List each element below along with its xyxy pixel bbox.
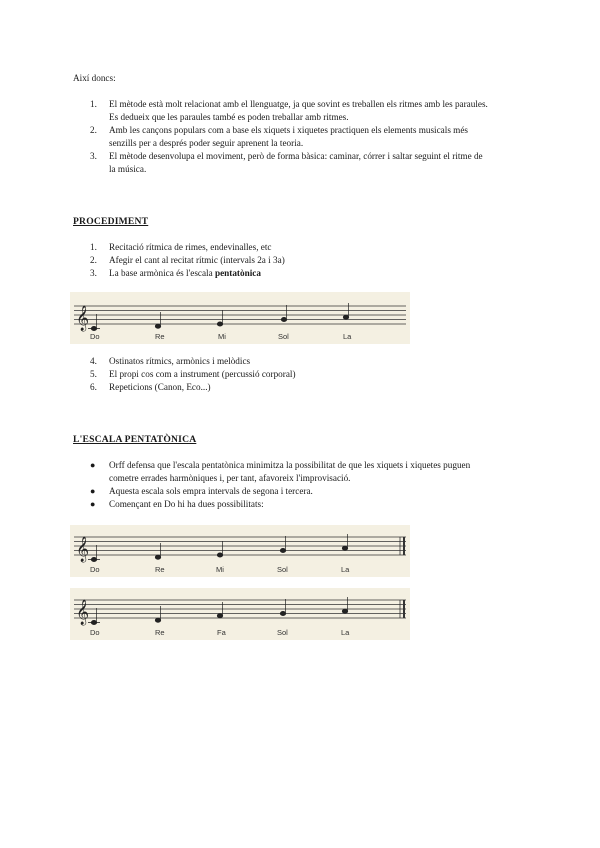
note-re xyxy=(155,324,160,328)
list-item: ● Aquesta escala sols empra intervals de segona i tercera. xyxy=(90,486,313,496)
note-label: Fa xyxy=(217,628,226,637)
note-label: Re xyxy=(155,332,165,341)
procediment-list xyxy=(73,241,543,280)
list-item: ● Orff defensa que l'escala pentatònica minimitza la possibilitat de que les xiquets i xiquetes puguen cometre errades harmòniques i, per tant, afavoreix l'improvisació. xyxy=(90,460,471,483)
note-label: Do xyxy=(90,332,100,341)
list-item: ● Començant en Do hi ha dues possibilitats: xyxy=(90,499,264,509)
note-do xyxy=(91,621,96,625)
list-item: 3. El mètode desenvolupa el moviment, però de forma bàsica: caminar, córrer i saltar seguint el ritme de la música. xyxy=(90,151,483,174)
note-label: Sol xyxy=(277,628,288,637)
note-sol xyxy=(281,318,286,322)
list-item: 5. El propi cos com a instrument (percussió corporal) xyxy=(90,369,296,379)
note-label: Re xyxy=(155,565,165,574)
note-sol xyxy=(280,549,285,553)
note-label: Do xyxy=(90,628,100,637)
treble-clef-icon: 𝄞 xyxy=(76,599,90,624)
treble-clef-icon: 𝄞 xyxy=(76,305,90,330)
note-label: La xyxy=(343,332,352,341)
list-item: 4. Ostinatos rítmics, armònics i melòdics xyxy=(90,356,251,366)
note-label: Sol xyxy=(278,332,289,341)
note-label: Mi xyxy=(216,565,224,574)
list-item: 1. El mètode està molt relacionat amb el llenguatge, ja que sovint es treballen els ritmes amb les paraules. Es dedueix que les paraules també es poden treballar amb ritmes. xyxy=(90,99,488,122)
note-mi xyxy=(217,553,222,557)
note-la xyxy=(342,609,347,613)
summary-list xyxy=(73,98,543,176)
section-heading-pentatonica: L'ESCALA PENTATÒNICA xyxy=(73,434,197,445)
note-label: La xyxy=(341,628,350,637)
treble-clef-icon: 𝄞 xyxy=(76,536,90,561)
music-staff-pentatonic xyxy=(70,292,410,344)
note-do xyxy=(91,327,96,331)
note-do xyxy=(91,558,96,562)
note-re xyxy=(155,555,160,559)
music-staff-pentatonic-a xyxy=(70,525,410,577)
note-label: Do xyxy=(90,565,100,574)
list-item: 6. Repeticions (Canon, Eco...) xyxy=(90,382,211,392)
note-mi xyxy=(217,322,222,326)
list-item: 1. Recitació rítmica de rimes, endevinalles, etc xyxy=(90,242,272,252)
note-label: Sol xyxy=(277,565,288,574)
note-la xyxy=(343,315,348,319)
list-item: 2. Afegir el cant al recitat rítmic (intervals 2a i 3a) xyxy=(90,255,285,265)
bullet-icon: ● xyxy=(90,460,96,470)
intro-text: Així doncs: xyxy=(73,73,116,83)
note-label: Re xyxy=(155,628,165,637)
list-item: 3. La base armònica és l'escala pentatònica xyxy=(90,268,261,278)
music-staff-pentatonic-b xyxy=(70,588,410,640)
list-item: 2. Amb les cançons populars com a base els xiquets i xiquetes practiquen els elements musicals més senzills per a després poder seguir aprenent la teoria. xyxy=(90,125,468,148)
bullet-icon: ● xyxy=(90,486,96,496)
pentatonica-bullets xyxy=(73,459,543,511)
note-la xyxy=(342,546,347,550)
note-sol xyxy=(280,612,285,616)
note-re xyxy=(155,618,160,622)
note-label: Mi xyxy=(218,332,226,341)
note-label: La xyxy=(341,565,350,574)
section-heading-procediment: PROCEDIMENT xyxy=(73,216,149,227)
bullet-icon: ● xyxy=(90,499,96,509)
note-fa xyxy=(217,614,222,618)
procediment-list-continued xyxy=(73,355,543,394)
